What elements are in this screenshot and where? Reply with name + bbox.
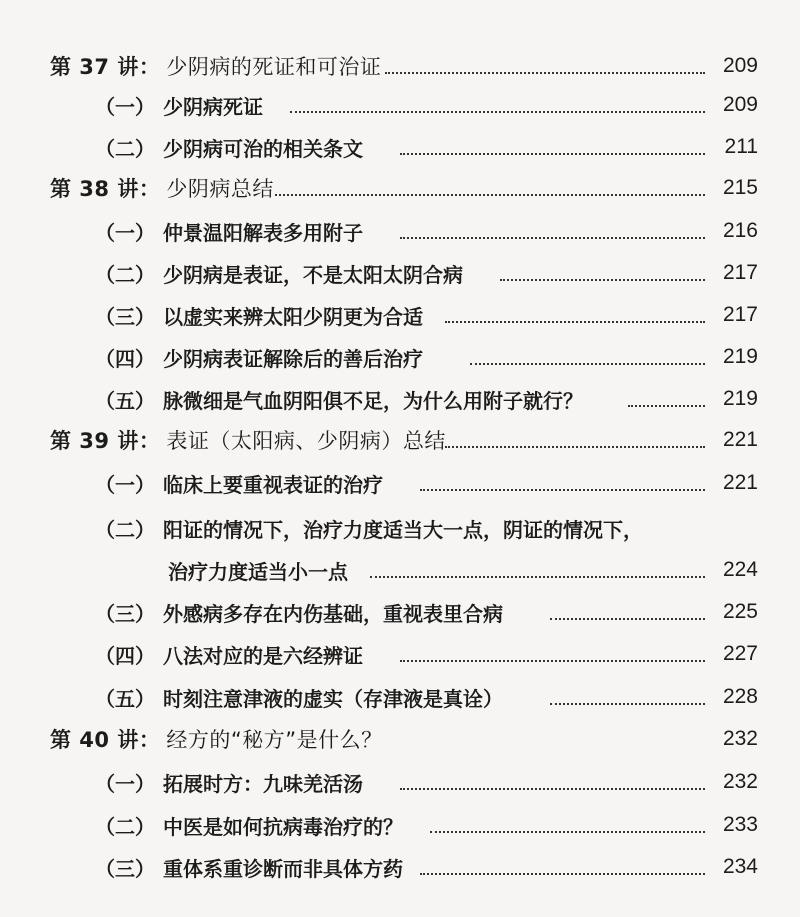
page-number: 227 [722,642,758,665]
dot-leader [430,829,705,833]
chapter-label: 第 40 讲： [50,728,161,752]
dot-leader [290,109,705,113]
dot-leader [550,616,705,620]
dot-leader [550,701,705,705]
toc-section[interactable] [0,253,800,293]
section-heading [95,343,423,372]
dot-leader [275,192,705,196]
page-number: 234 [722,855,758,878]
page-number: 217 [722,303,758,326]
section-heading [95,301,423,330]
chapter-title: 少阴病总结 [166,177,274,201]
page-number: 209 [722,54,758,77]
dot-leader [628,403,705,407]
section-title: 临床上要重视表证的治疗 [163,472,383,497]
page-number: 221 [722,428,758,451]
section-title: 时刻注意津液的虚实（存津液是真诠） [163,686,503,711]
section-label: （五） [95,388,155,413]
section-title: 少阴病可治的相关条文 [163,136,363,161]
section-label: （四） [95,346,155,371]
toc-section[interactable] [0,85,800,125]
page-number: 215 [722,176,758,199]
chapter-label: 第 38 讲： [50,177,161,201]
section-label: （三） [95,856,155,881]
section-heading [95,217,363,246]
toc-section[interactable] [0,762,800,802]
dot-leader [400,151,705,155]
section-label: （四） [95,643,155,668]
toc-section[interactable] [0,127,800,167]
section-heading [95,853,403,882]
page-number: 217 [722,261,758,284]
section-heading [95,811,403,840]
chapter-title: 少阴病的死证和可治证 [166,55,382,79]
page-number: 232 [722,770,758,793]
section-title: 重体系重诊断而非具体方药 [163,856,403,881]
toc-section[interactable] [0,337,800,377]
toc-chapter-39[interactable] [0,420,800,460]
toc-section-continuation[interactable] [0,550,800,590]
section-heading [95,598,503,627]
toc-section[interactable] [0,295,800,335]
chapter-label: 第 37 讲： [50,55,161,79]
section-heading [95,514,643,543]
section-title: 治疗力度适当小一点 [168,559,348,584]
page-number: 211 [724,135,758,158]
section-label: （一） [95,94,155,119]
page-number: 228 [722,685,758,708]
section-title: 少阴病死证 [163,94,263,119]
page-number: 221 [722,471,758,494]
section-label: （一） [95,472,155,497]
dot-leader [400,235,705,239]
page-number: 232 [722,727,758,750]
section-title: 少阴病是表证，不是太阳太阴合病 [163,262,463,287]
dot-leader [420,871,705,875]
chapter-label: 第 39 讲： [50,429,161,453]
dot-leader [445,319,705,323]
dot-leader [420,487,705,491]
dot-leader [385,70,705,74]
page-number: 233 [722,813,758,836]
page-number: 216 [722,219,758,242]
section-title: 外感病多存在内伤基础，重视表里合病 [163,601,503,626]
toc-chapter-38[interactable] [0,168,800,208]
toc-section[interactable] [0,463,800,503]
toc-section[interactable] [0,847,800,887]
section-label: （三） [95,601,155,626]
toc-section[interactable] [0,508,800,548]
section-heading [168,556,348,585]
section-title: 仲景温阳解表多用附子 [163,220,363,245]
toc-section[interactable] [0,634,800,674]
section-title: 以虚实来辨太阳少阴更为合适 [163,304,423,329]
section-label: （一） [95,220,155,245]
chapter-title: 表证（太阳病、少阴病）总结 [166,429,446,453]
section-heading [95,259,463,288]
toc-chapter-40[interactable] [0,719,800,759]
section-heading [95,469,383,498]
toc-section[interactable] [0,211,800,251]
chapter-heading [50,724,383,754]
section-label: （三） [95,304,155,329]
chapter-heading [50,425,446,455]
section-heading [95,133,363,162]
dot-leader [445,444,705,448]
toc-chapter-37[interactable] [0,46,800,86]
page-number: 224 [722,558,758,581]
section-title: 八法对应的是六经辨证 [163,643,363,668]
toc-section[interactable] [0,592,800,632]
section-title: 拓展时方：九味羌活汤 [163,771,363,796]
page-number: 209 [722,93,758,116]
section-heading [95,640,363,669]
section-heading [95,91,263,120]
dot-leader [370,574,705,578]
chapter-title: 经方的“秘方”是什么？ [166,728,383,752]
dot-leader [470,361,705,365]
section-title: 中医是如何抗病毒治疗的？ [163,814,403,839]
dot-leader [500,277,705,281]
section-title: 脉微细是气血阴阳俱不足，为什么用附子就行？ [163,388,583,413]
dot-leader [400,658,705,662]
section-heading [95,385,583,414]
section-title: 少阴病表证解除后的善后治疗 [163,346,423,371]
chapter-heading [50,173,274,203]
chapter-heading [50,51,381,81]
toc-section[interactable] [0,379,800,419]
dot-leader [400,786,705,790]
page-number: 219 [722,387,758,410]
toc-section[interactable] [0,677,800,717]
section-heading [95,683,503,712]
section-label: （二） [95,262,155,287]
toc-section[interactable] [0,805,800,845]
section-label: （一） [95,771,155,796]
section-label: （二） [95,814,155,839]
section-title: 阳证的情况下，治疗力度适当大一点，阴证的情况下， [163,517,643,542]
section-heading [95,768,363,797]
section-label: （二） [95,136,155,161]
page-number: 225 [722,600,758,623]
section-label: （二） [95,517,155,542]
page-number: 219 [722,345,758,368]
section-label: （五） [95,686,155,711]
